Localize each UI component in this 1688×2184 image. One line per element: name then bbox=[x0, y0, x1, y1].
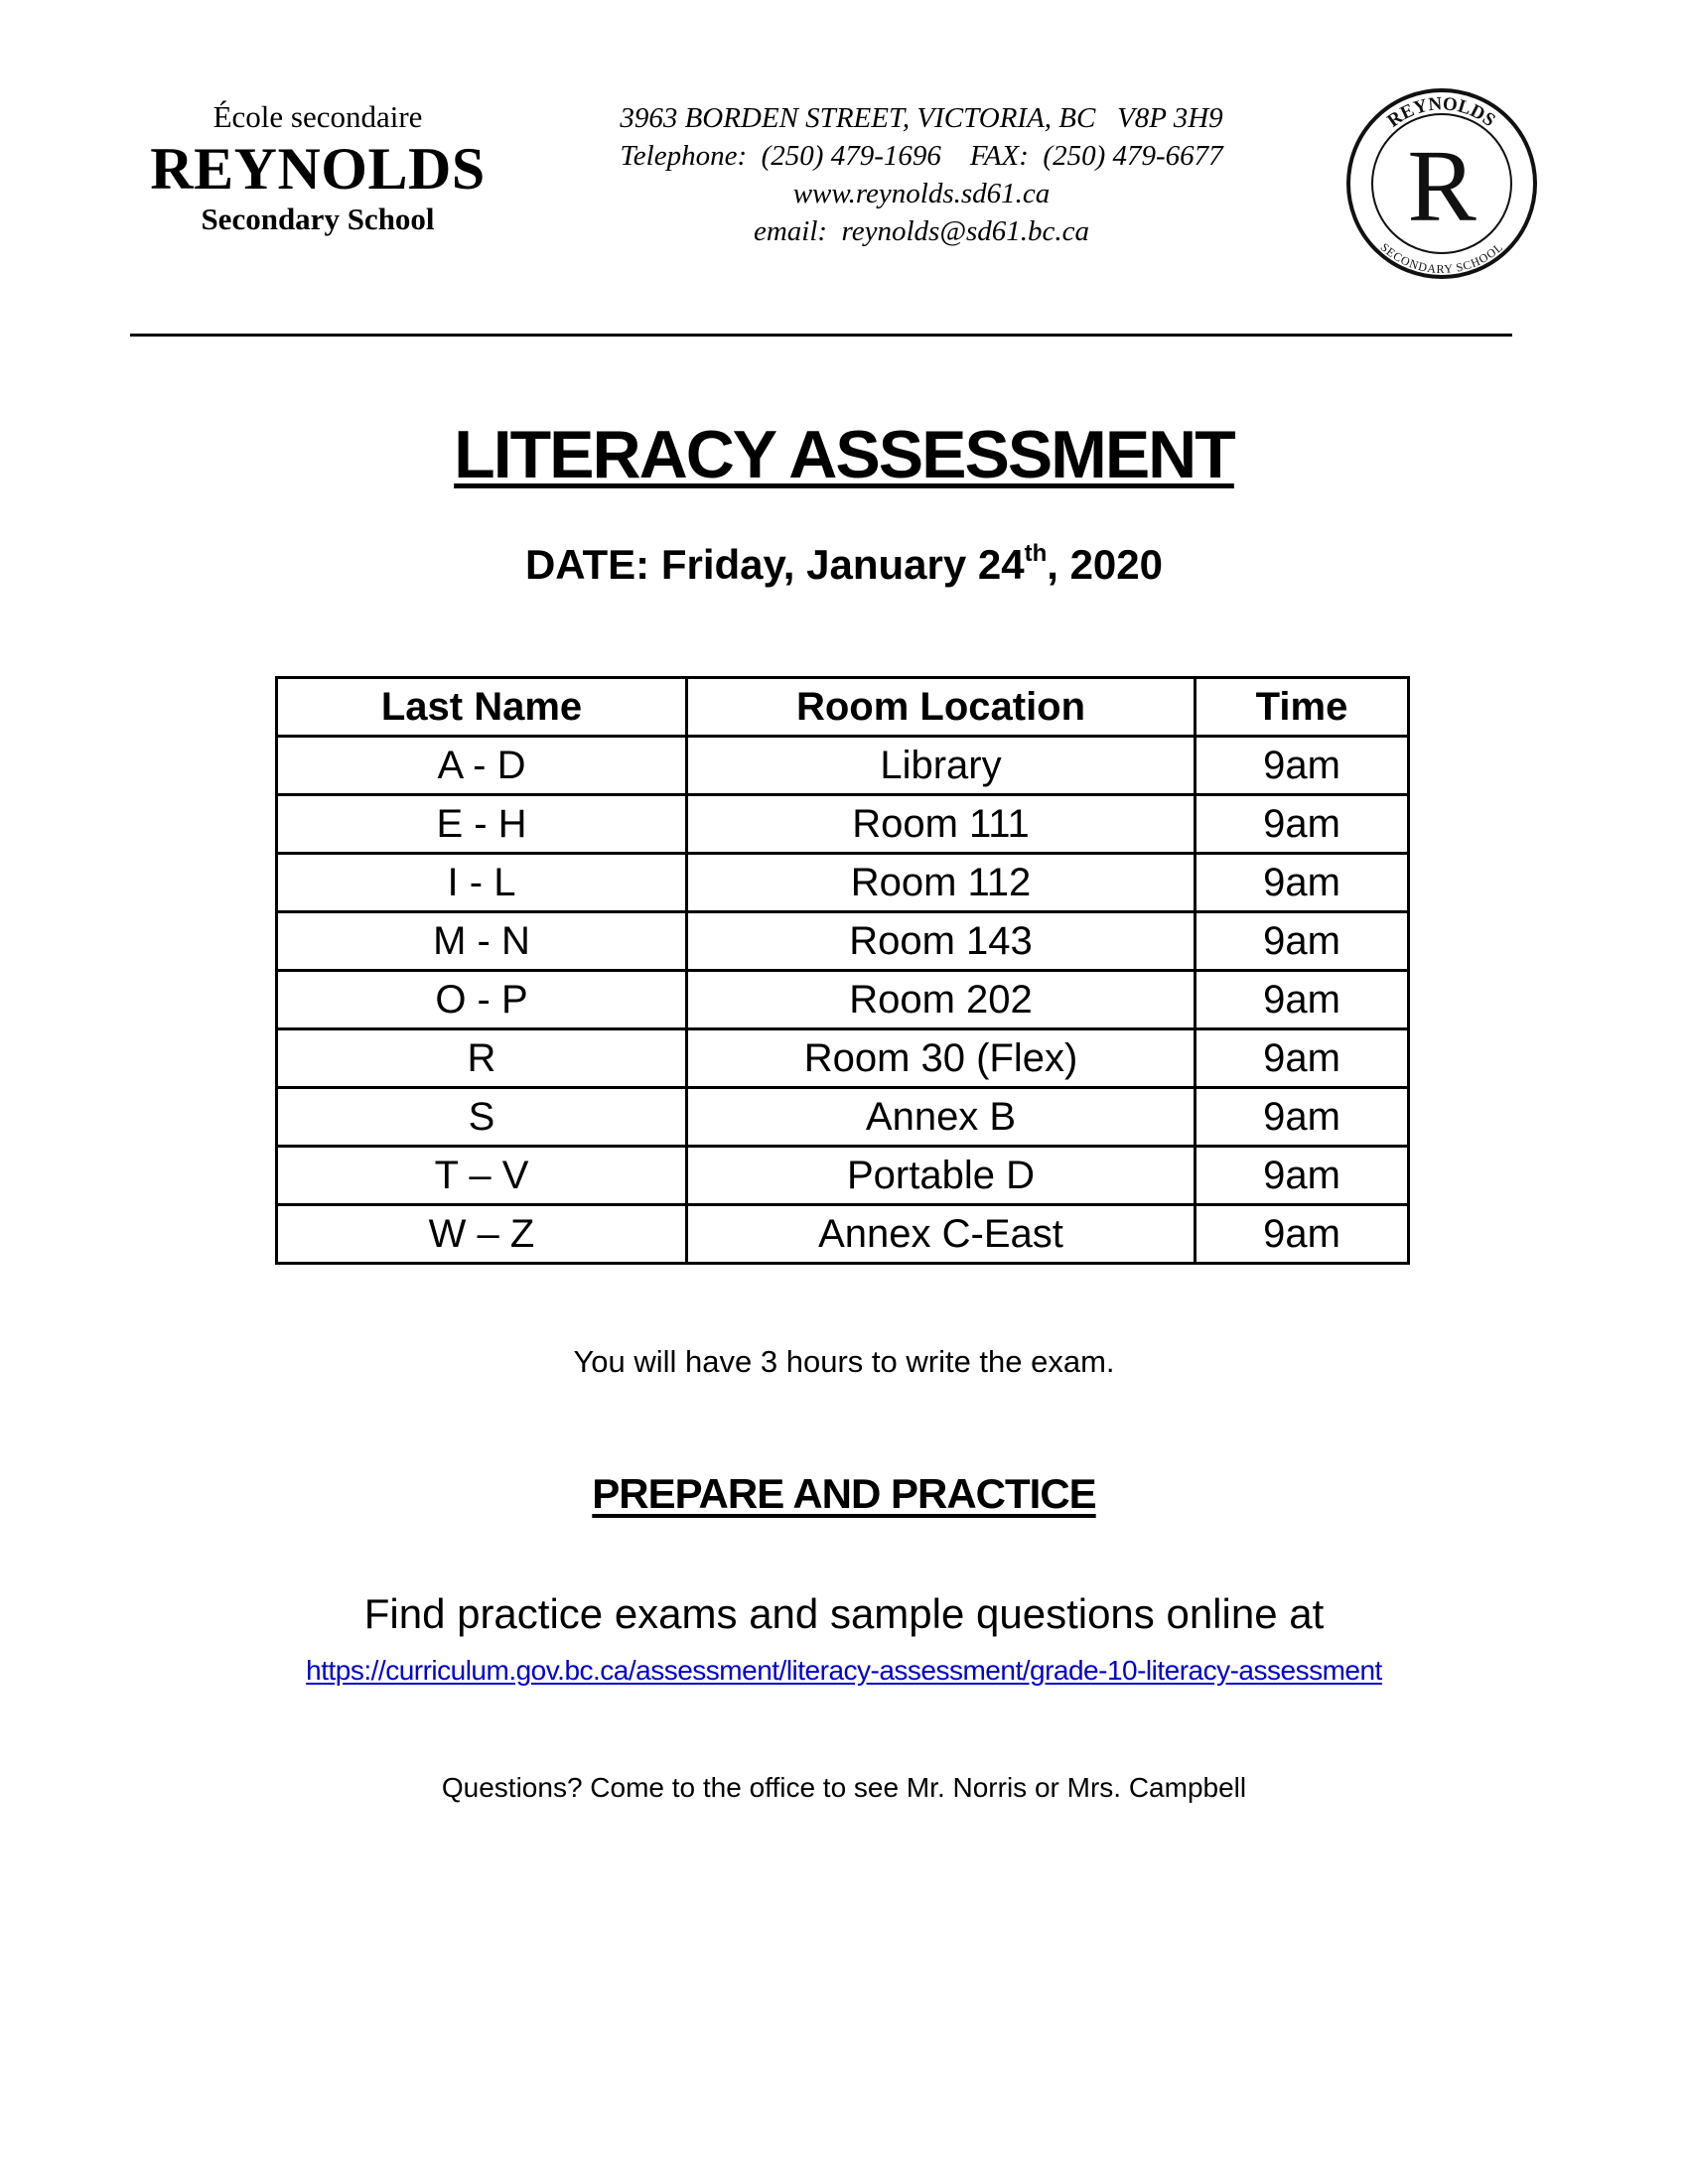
table-row bbox=[278, 1030, 1410, 1089]
cell-time: 9am bbox=[1196, 1206, 1410, 1265]
website: www.reynolds.sd61.ca bbox=[792, 178, 1051, 209]
cell-time: 9am bbox=[1196, 1089, 1410, 1148]
cell-last-name: I - L bbox=[278, 855, 688, 913]
date-suffix: , 2020 bbox=[1047, 541, 1164, 588]
table-row bbox=[278, 855, 1410, 913]
table-row bbox=[278, 738, 1410, 796]
logo-bottom-text: SECONDARY SCHOOL bbox=[1377, 239, 1506, 277]
school-name: REYNOLDS bbox=[150, 136, 486, 202]
practice-link[interactable]: https://curriculum.gov.bc.ca/assessment/literacy-assessment/grade-10-literacy-assessment bbox=[306, 1655, 1382, 1686]
school-suffix: Secondary School bbox=[201, 202, 435, 236]
cell-room: Portable D bbox=[688, 1148, 1196, 1206]
table-row bbox=[278, 913, 1410, 972]
date-prefix: DATE: Friday, January 24 bbox=[524, 541, 1025, 588]
questions-note-row bbox=[0, 1769, 1688, 1809]
address: 3963 BORDEN STREET, VICTORIA, BC V8P 3H9 bbox=[620, 102, 1223, 134]
duration-note-row bbox=[0, 1342, 1688, 1384]
table-row bbox=[278, 1148, 1410, 1206]
table-row bbox=[278, 796, 1410, 855]
header-divider bbox=[130, 334, 1512, 337]
page-title: LITERACY ASSESSMENT bbox=[454, 417, 1234, 492]
schedule-table bbox=[275, 676, 1410, 1265]
cell-time: 9am bbox=[1196, 1030, 1410, 1089]
header-last-name: Last Name bbox=[278, 679, 688, 738]
prepare-heading: PREPARE AND PRACTICE bbox=[592, 1470, 1096, 1517]
cell-last-name: E - H bbox=[278, 796, 688, 855]
cell-last-name: R bbox=[278, 1030, 688, 1089]
date-superscript: th bbox=[1024, 540, 1048, 567]
cell-last-name: T – V bbox=[278, 1148, 688, 1206]
cell-room: Room 143 bbox=[688, 913, 1196, 972]
cell-last-name: A - D bbox=[278, 738, 688, 796]
phone-fax: Telephone: (250) 479-1696 FAX: (250) 479-6677 bbox=[620, 140, 1223, 172]
cell-time: 9am bbox=[1196, 796, 1410, 855]
cell-time: 9am bbox=[1196, 738, 1410, 796]
date-line bbox=[0, 536, 1688, 596]
cell-room: Annex C-East bbox=[688, 1206, 1196, 1265]
prepare-heading-row bbox=[0, 1467, 1688, 1525]
practice-link-row bbox=[0, 1652, 1688, 1692]
email: email: reynolds@sd61.bc.ca bbox=[753, 215, 1090, 247]
header-time: Time bbox=[1196, 679, 1410, 738]
cell-room: Room 30 (Flex) bbox=[688, 1030, 1196, 1089]
cell-time: 9am bbox=[1196, 855, 1410, 913]
cell-time: 9am bbox=[1196, 913, 1410, 972]
table-row bbox=[278, 1206, 1410, 1265]
cell-last-name: W – Z bbox=[278, 1206, 688, 1265]
table-header-row bbox=[278, 679, 1410, 738]
logo-letter: R bbox=[1407, 129, 1477, 243]
school-logo-seal bbox=[1342, 87, 1541, 282]
page-title-row bbox=[0, 417, 1688, 498]
cell-time: 9am bbox=[1196, 972, 1410, 1030]
cell-room: Library bbox=[688, 738, 1196, 796]
table-row bbox=[278, 1089, 1410, 1148]
practice-text: Find practice exams and sample questions online at bbox=[363, 1590, 1325, 1637]
cell-room: Annex B bbox=[688, 1089, 1196, 1148]
cell-last-name: M - N bbox=[278, 913, 688, 972]
cell-room: Room 112 bbox=[688, 855, 1196, 913]
cell-time: 9am bbox=[1196, 1148, 1410, 1206]
logo-top-text: REYNOLDS bbox=[1383, 93, 1500, 132]
contact-block bbox=[544, 99, 1299, 250]
school-name-block bbox=[109, 97, 526, 238]
cell-room: Room 111 bbox=[688, 796, 1196, 855]
cell-last-name: S bbox=[278, 1089, 688, 1148]
school-prefix: École secondaire bbox=[212, 99, 423, 134]
practice-text-row bbox=[0, 1588, 1688, 1642]
table-row bbox=[278, 972, 1410, 1030]
questions-note: Questions? Come to the office to see Mr. Norris or Mrs. Campbell bbox=[441, 1772, 1247, 1803]
cell-last-name: O - P bbox=[278, 972, 688, 1030]
duration-note: You will have 3 hours to write the exam. bbox=[573, 1344, 1115, 1379]
cell-room: Room 202 bbox=[688, 972, 1196, 1030]
header-room-location: Room Location bbox=[688, 679, 1196, 738]
